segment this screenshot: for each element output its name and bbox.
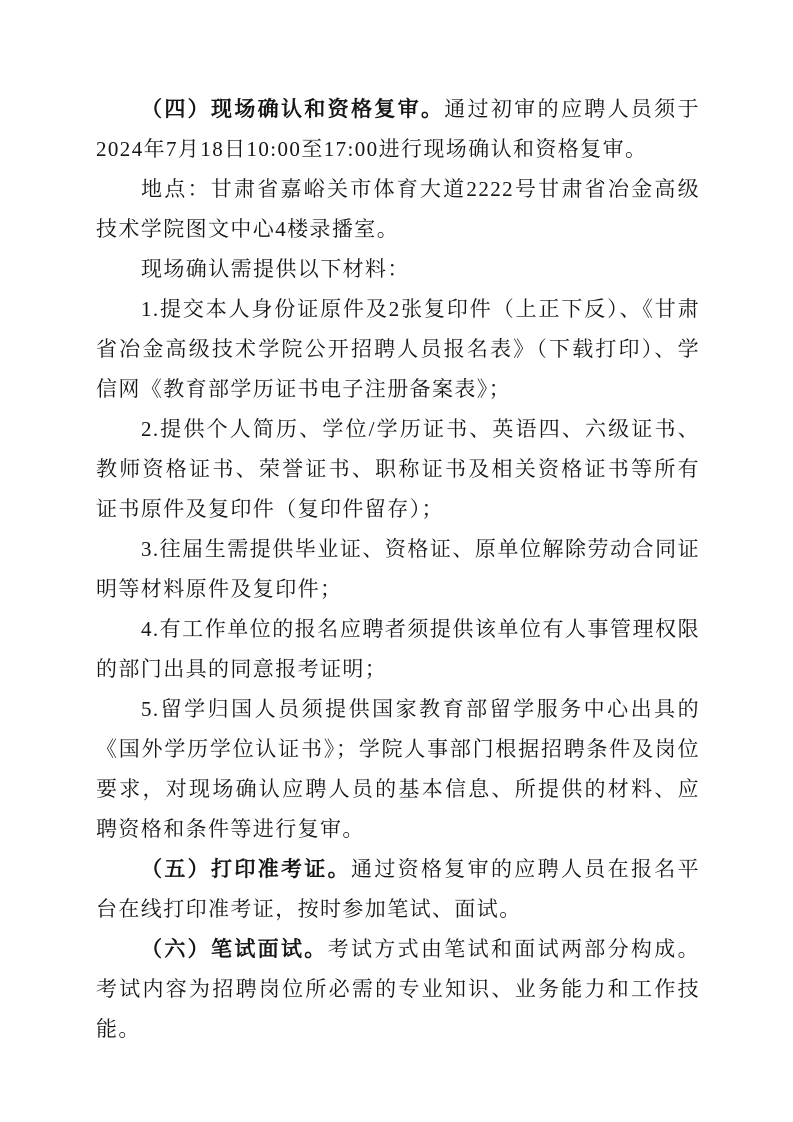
paragraph [96, 929, 700, 1049]
paragraph-text: 通过资格复审的应聘人员在报名平台在线打印准考证，按时参加笔试、面试。 [96, 857, 701, 921]
paragraph-text: 现场确认需提供以下材料： [141, 257, 410, 281]
paragraph [96, 849, 700, 929]
paragraph [96, 409, 700, 529]
paragraph-text: 通过初审的应聘人员须于2024年7月18日10:00至17:00进行现场确认和资格复审。 [96, 97, 700, 161]
paragraph-lead: （六）笔试面试。 [141, 937, 328, 961]
document-body [96, 89, 700, 1049]
paragraph [96, 169, 700, 249]
paragraph [96, 609, 700, 689]
paragraph [96, 529, 700, 609]
paragraph [96, 249, 700, 289]
paragraph-text: 2.提供个人简历、学位/学历证书、英语四、六级证书、教师资格证书、荣誉证书、职称证书及相关资格证书等所有证书原件及复印件（复印件留存）； [96, 417, 700, 521]
paragraph-text: 3.往届生需提供毕业证、资格证、原单位解除劳动合同证明等材料原件及复印件； [96, 537, 700, 601]
paragraph-lead: （五）打印准考证。 [141, 857, 351, 881]
paragraph-text: 考试方式由笔试和面试两部分构成。考试内容为招聘岗位所必需的专业知识、业务能力和工作技能。 [96, 937, 700, 1041]
paragraph [96, 689, 700, 849]
paragraph-text: 5.留学归国人员须提供国家教育部留学服务中心出具的《国外学历学位认证书》；学院人事部门根据招聘条件及岗位要求，对现场确认应聘人员的基本信息、所提供的材料、应聘资格和条件等进行复审。 [96, 697, 700, 841]
paragraph [96, 289, 700, 409]
paragraph-text: 1.提交本人身份证原件及2张复印件（上正下反）、《甘肃省冶金高级技术学院公开招聘人员报名表》（下载打印）、学信网《教育部学历证书电子注册备案表》； [96, 297, 700, 401]
paragraph-text: 4.有工作单位的报名应聘者须提供该单位有人事管理权限的部门出具的同意报考证明； [96, 617, 700, 681]
paragraph-text: 地点：甘肃省嘉峪关市体育大道2222号甘肃省冶金高级技术学院图文中心4楼录播室。 [96, 177, 700, 241]
paragraph-lead: （四）现场确认和资格复审。 [141, 97, 445, 121]
paragraph [96, 89, 700, 169]
